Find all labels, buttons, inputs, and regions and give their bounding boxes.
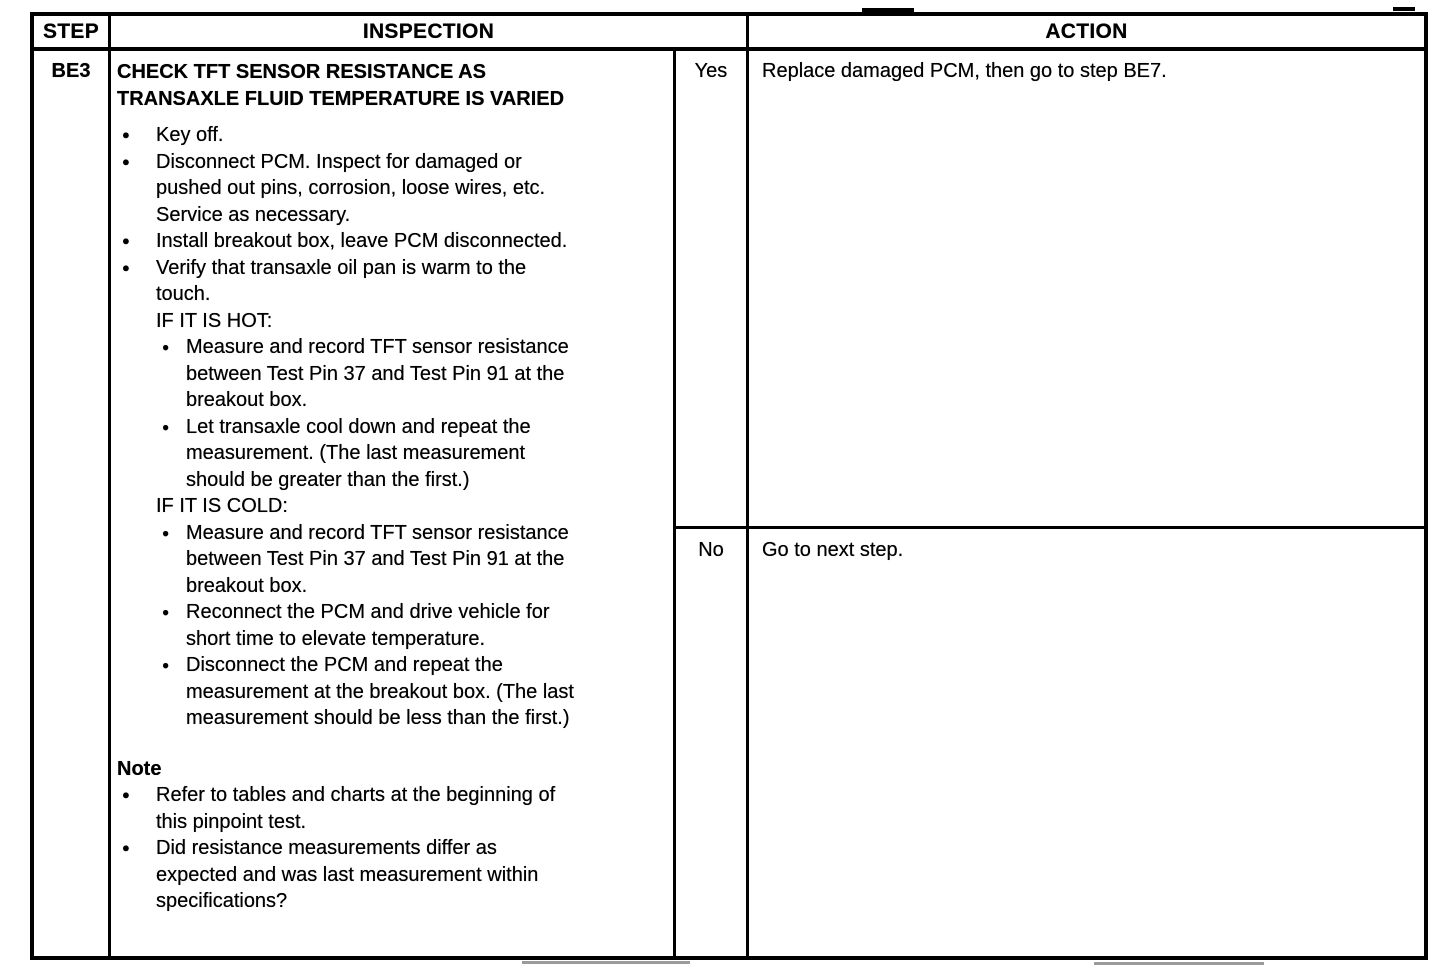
list-item [117,599,663,652]
list-item-text: Did resistance measurements differ as expected and was last measurement within specifications? [156,837,539,912]
result-action-yes: Replace damaged PCM, then go to step BE7. [749,51,1424,529]
result-action-no: Go to next step. [762,539,904,561]
bullet-icon: ● [122,153,130,169]
condition-subheading: IF IT IS HOT: [156,309,273,332]
list-item [117,334,663,414]
inspection-body [117,122,663,915]
list-item [117,520,663,600]
list-item [117,414,663,494]
bullet-icon: ● [162,605,170,619]
result-answer-yes: Yes [676,51,749,529]
list-item-text: Verify that transaxle oil pan is warm to the touch. [156,256,527,305]
list-item [117,149,663,229]
scan-artifact [1094,962,1264,965]
scan-artifact [522,961,690,964]
list-item-text: Disconnect PCM. Inspect for damaged or pushed out pins, corrosion, loose wires, etc. Service as necessary. [156,150,546,226]
bullet-icon: ● [162,340,170,354]
bullet-icon: ● [122,840,130,855]
scan-artifact [862,8,914,12]
note-heading: Note [117,757,162,780]
result-answer-no: No [676,529,749,956]
list-item-text: Let transaxle cool down and repeat the measurement. (The last measurement should be greater than the first.) [186,415,531,491]
list-item [117,228,663,255]
bullet-icon: ● [122,787,130,802]
inspection-title: CHECK TFT SENSOR RESISTANCE AS TRANSAXLE FLUID TEMPERATURE IS VARIED [117,61,565,110]
list-item-text: Refer to tables and charts at the beginning of this pinpoint test. [156,784,556,833]
bullet-icon: ● [122,233,130,248]
inspection-cell [111,51,676,956]
pinpoint-test-table [30,12,1428,960]
list-item-text: Measure and record TFT sensor resistance between Test Pin 37 and Test Pin 91 at the breakout box. [186,336,569,411]
column-header-inspection: INSPECTION [111,16,749,51]
bullet-icon: ● [162,658,170,672]
column-header-step: STEP [34,16,111,51]
list-item [117,652,663,732]
step-id: BE3 [34,51,111,956]
bullet-icon: ● [122,259,130,275]
list-item-text: Measure and record TFT sensor resistance between Test Pin 37 and Test Pin 91 at the breakout box. [186,521,569,597]
list-item [117,122,663,149]
list-item-text: Install breakout box, leave PCM disconnected. [156,230,568,252]
scan-artifact [1393,7,1415,11]
list-spacer [117,732,663,756]
list-item-text: Key off. [156,124,224,146]
list-item-text: Disconnect the PCM and repeat the measurement at the breakout box. (The last measurement should be less than the first.) [186,654,574,729]
list-item-text: Reconnect the PCM and drive vehicle for short time to elevate temperature. [186,601,550,650]
bullet-icon: ● [162,525,170,540]
list-item [117,835,663,915]
condition-subheading: IF IT IS COLD: [156,495,288,517]
bullet-icon: ● [122,127,130,142]
bullet-icon: ● [162,419,170,434]
list-item [117,782,663,835]
column-header-action: ACTION [749,16,1424,51]
list-item [117,255,663,308]
